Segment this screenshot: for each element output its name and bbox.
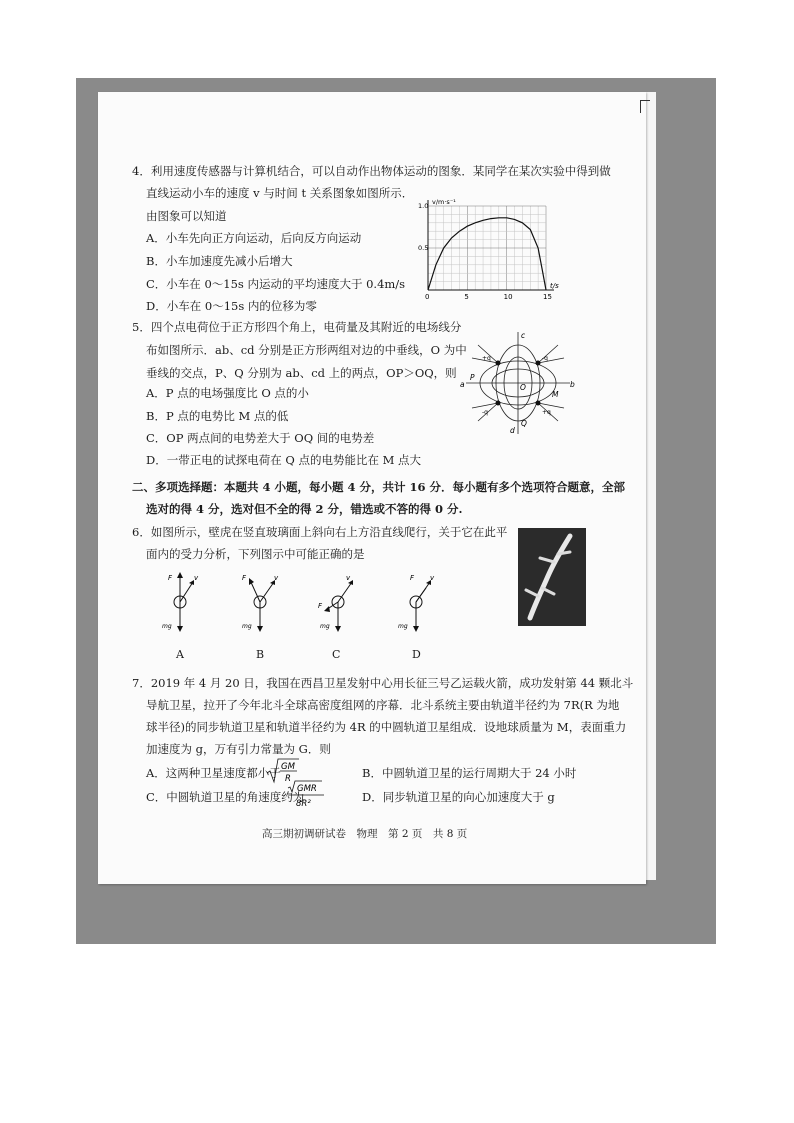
- q7-option-a: A．这两种卫星速度都小于: [146, 766, 281, 780]
- svg-text:F: F: [168, 574, 173, 582]
- charge-label-br: +q: [542, 409, 551, 416]
- q4-line1: 4．利用速度传感器与计算机结合，可以自动作出物体运动的图象．某同学在某次实验中得到做: [132, 164, 611, 178]
- q4-option-d: D．小车在 0～15s 内的位移为零: [146, 299, 317, 313]
- svg-text:v: v: [194, 574, 199, 582]
- q7-line1: 7．2019 年 4 月 20 日，我国在西昌卫星发射中心用长征三号乙运载火箭，成功发射第 44 颗北斗: [132, 676, 634, 690]
- charge-label-tr: -q: [542, 355, 548, 362]
- svg-text:mg: mg: [320, 623, 330, 630]
- charge-bottom-right: [536, 401, 541, 406]
- svg-text:R: R: [285, 774, 291, 784]
- x-tick-label: 5: [464, 293, 469, 301]
- y-tick-label: 0.5: [418, 244, 429, 252]
- diagram-label-d: D: [412, 648, 421, 661]
- y-axis-label: v/m·s⁻¹: [432, 198, 456, 206]
- svg-text:F: F: [242, 574, 247, 582]
- electric-field-diagram: [458, 330, 578, 436]
- q4-option-b: B．小车加速度先减小后增大: [146, 254, 293, 268]
- q7-line4: 加速度为 g，万有引力常量为 G．则: [146, 742, 331, 756]
- x-axis-label: t/s: [550, 282, 559, 290]
- label-d: d: [510, 426, 515, 435]
- q4-line2: 直线运动小车的速度 v 与时间 t 关系图象如图所示．: [146, 186, 414, 200]
- velocity-time-chart: [418, 196, 568, 304]
- label-m: M: [552, 390, 559, 399]
- q5-line1: 5．四个点电荷位于正方形四个角上，电荷量及其附近的电场线分: [132, 320, 462, 334]
- charge-label-tl: +q: [482, 355, 491, 362]
- svg-text:F: F: [318, 602, 323, 610]
- charge-label-bl: -q: [482, 409, 488, 416]
- page-footer: 高三期初调研试卷 物理 第 2 页 共 8 页: [262, 828, 468, 840]
- svg-text:F: F: [410, 574, 415, 582]
- section2-line1: 二、多项选择题：本题共 4 小题，每小题 4 分，共计 16 分．每小题有多个选项符合题意，全部: [132, 480, 626, 494]
- q7-option-b: B．中圆轨道卫星的运行周期大于 24 小时: [362, 766, 577, 780]
- svg-text:v: v: [274, 574, 279, 582]
- gecko-photo: [518, 528, 586, 626]
- q7-option-c-formula: [286, 780, 328, 810]
- force-diagram-d: [396, 570, 436, 634]
- label-o: O: [520, 383, 526, 392]
- label-b: b: [570, 380, 575, 389]
- q5-line2: 布如图所示．ab、cd 分别是正方形两组对边的中垂线，O 为中: [146, 343, 467, 357]
- diagram-label-c: C: [332, 648, 341, 661]
- svg-text:GMR: GMR: [297, 784, 317, 794]
- svg-text:mg: mg: [242, 623, 252, 630]
- charge-top-left: [496, 361, 501, 366]
- x-tick-label: 0: [425, 293, 430, 301]
- svg-text:v: v: [346, 574, 351, 582]
- diagram-label-a: A: [176, 648, 184, 661]
- crop-mark: [640, 100, 650, 113]
- q5-line3: 垂线的交点，P、Q 分别为 ab、cd 上的两点，OP＞OQ，则: [146, 366, 457, 380]
- q4-option-a: A．小车先向正方向运动，后向反方向运动: [146, 231, 362, 245]
- q6-line1: 6．如图所示，壁虎在竖直玻璃面上斜向右上方沿直线爬行，关于它在此平: [132, 525, 508, 539]
- q5-option-d: D．一带正电的试探电荷在 Q 点的电势能比在 M 点大: [146, 453, 422, 467]
- q7-line2: 导航卫星，拉开了今年北斗全球高密度组网的序幕．北斗系统主要由轨道半径约为 7R(R 为地: [146, 698, 620, 712]
- q6-line2: 面内的受力分析，下列图示中可能正确的是: [146, 547, 365, 561]
- svg-text:mg: mg: [162, 623, 172, 630]
- force-diagram-a: [160, 570, 200, 634]
- q5-option-c: C．OP 两点间的电势差大于 OQ 间的电势差: [146, 431, 375, 445]
- q5-option-a: A．P 点的电场强度比 O 点的小: [146, 386, 309, 400]
- charge-top-right: [536, 361, 541, 366]
- chart-tick-labels: [418, 202, 552, 301]
- q7-line3: 球半径)的同步轨道卫星和轨道半径约为 4R 的中圆轨道卫星组成．设地球质量为 M，表面重力: [146, 720, 627, 734]
- y-tick-label: 1.0: [418, 202, 429, 210]
- x-tick-label: 10: [503, 293, 513, 301]
- q4-option-c: C．小车在 0～15s 内运动的平均速度大于 0.4m/s: [146, 277, 406, 291]
- q5-option-b: B．P 点的电势比 M 点的低: [146, 409, 289, 423]
- force-diagram-b: [240, 570, 280, 634]
- q7-option-d: D．同步轨道卫星的向心加速度大于 g: [362, 790, 555, 804]
- q7-option-c: C．中圆轨道卫星的角速度约为: [146, 790, 305, 804]
- chart-grid: [428, 206, 546, 290]
- svg-text:GM: GM: [281, 762, 295, 772]
- label-q: Q: [521, 419, 527, 428]
- charge-bottom-left: [496, 401, 501, 406]
- label-c: c: [521, 331, 526, 340]
- svg-text:v: v: [430, 574, 435, 582]
- label-p: P: [470, 373, 475, 382]
- force-diagram-c: [316, 570, 356, 634]
- q4-line3: 由图象可以知道: [146, 209, 227, 223]
- svg-text:8R²: 8R²: [296, 799, 311, 809]
- x-tick-label: 15: [543, 293, 552, 301]
- section2-line2: 选对的得 4 分，选对但不全的得 2 分，错选或不答的得 0 分.: [146, 502, 463, 516]
- diagram-label-b: B: [256, 648, 265, 661]
- velocity-curve: [428, 218, 546, 290]
- svg-text:mg: mg: [398, 623, 408, 630]
- label-a: a: [460, 380, 465, 389]
